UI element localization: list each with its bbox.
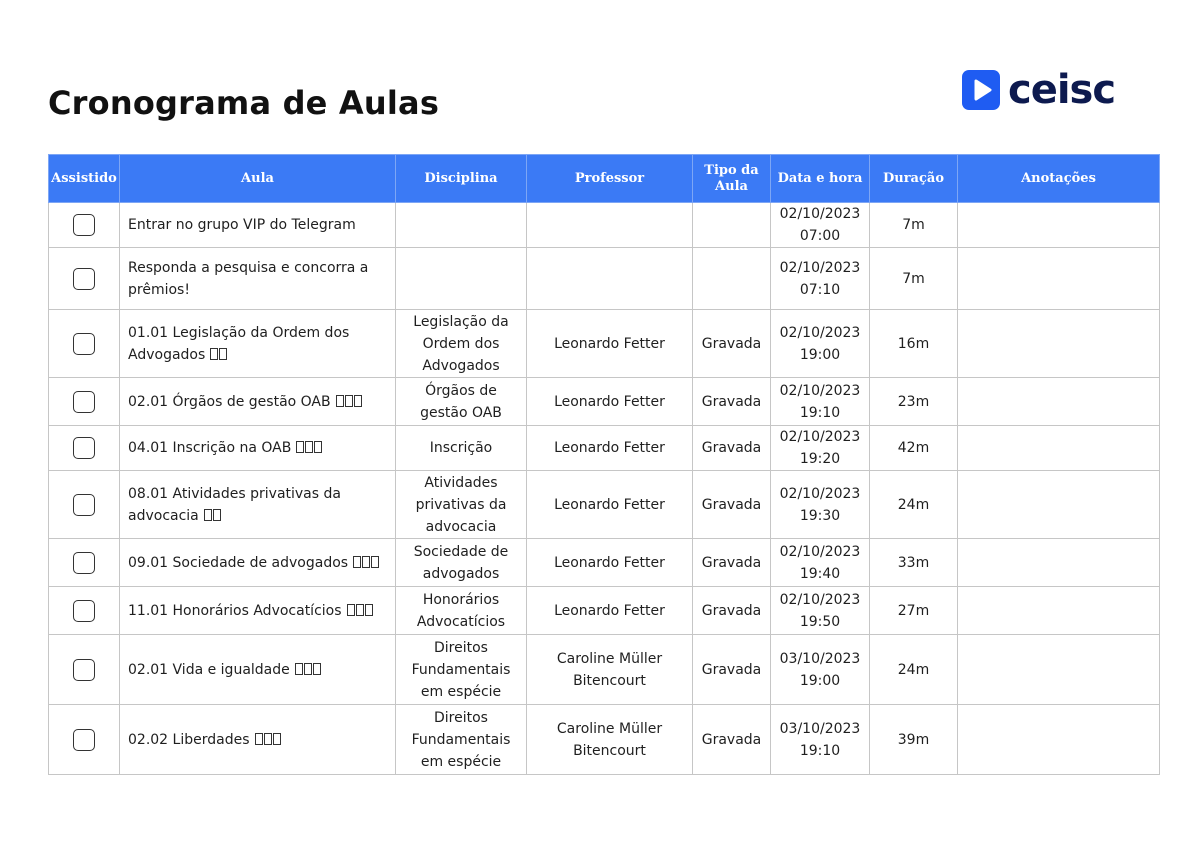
notes-cell[interactable] bbox=[958, 378, 1160, 426]
professor-cell: Leonardo Fetter bbox=[527, 539, 693, 587]
table-row bbox=[49, 635, 1160, 705]
time-text: 19:10 bbox=[799, 742, 841, 759]
time-text: 19:50 bbox=[799, 613, 841, 630]
missing-glyph-icon bbox=[362, 556, 370, 568]
missing-glyph-icon bbox=[313, 663, 321, 675]
glyph-group bbox=[346, 603, 373, 619]
glyph-group bbox=[335, 394, 362, 410]
time-text: 19:10 bbox=[799, 404, 841, 421]
time-text: 07:10 bbox=[799, 281, 841, 298]
lesson-title: 11.01 Honorários Advocatícios bbox=[128, 602, 342, 619]
missing-glyph-icon bbox=[336, 395, 344, 407]
notes-cell[interactable] bbox=[958, 426, 1160, 471]
lesson-title: 01.01 Legislação da Ordem dos Advogados bbox=[128, 324, 350, 363]
lesson-cell bbox=[120, 471, 396, 539]
lesson-type-cell: Gravada bbox=[693, 635, 771, 705]
column-header: Disciplina bbox=[396, 155, 527, 203]
column-header: Duração bbox=[870, 155, 958, 203]
table-row bbox=[49, 378, 1160, 426]
professor-cell: Leonardo Fetter bbox=[527, 310, 693, 378]
notes-cell[interactable] bbox=[958, 587, 1160, 635]
discipline-cell: Órgãos de gestão OAB bbox=[396, 378, 527, 426]
table-row bbox=[49, 203, 1160, 248]
datetime-cell bbox=[771, 310, 870, 378]
lesson-type-cell bbox=[693, 203, 771, 248]
watched-checkbox[interactable] bbox=[73, 391, 95, 413]
duration-cell: 39m bbox=[870, 705, 958, 775]
lesson-title: 02.02 Liberdades bbox=[128, 731, 250, 748]
lesson-cell bbox=[120, 426, 396, 471]
watched-checkbox[interactable] bbox=[73, 333, 95, 355]
watched-cell bbox=[49, 587, 120, 635]
duration-cell: 24m bbox=[870, 635, 958, 705]
watched-checkbox[interactable] bbox=[73, 268, 95, 290]
missing-glyph-icon bbox=[304, 663, 312, 675]
lesson-type-cell: Gravada bbox=[693, 426, 771, 471]
notes-cell[interactable] bbox=[958, 635, 1160, 705]
missing-glyph-icon bbox=[371, 556, 379, 568]
column-header: Tipo da Aula bbox=[693, 155, 771, 203]
column-header: Assistido bbox=[49, 155, 120, 203]
lesson-cell bbox=[120, 539, 396, 587]
datetime-cell bbox=[771, 426, 870, 471]
notes-cell[interactable] bbox=[958, 203, 1160, 248]
column-header: Anotações bbox=[958, 155, 1160, 203]
date-text: 03/10/2023 bbox=[779, 720, 861, 737]
table-row bbox=[49, 248, 1160, 310]
missing-glyph-icon bbox=[204, 509, 212, 521]
watched-cell bbox=[49, 248, 120, 310]
professor-cell: Caroline Müller Bitencourt bbox=[527, 635, 693, 705]
missing-glyph-icon bbox=[365, 604, 373, 616]
watched-checkbox[interactable] bbox=[73, 214, 95, 236]
date-text: 02/10/2023 bbox=[779, 206, 861, 222]
professor-cell: Leonardo Fetter bbox=[527, 587, 693, 635]
lesson-type-cell: Gravada bbox=[693, 587, 771, 635]
discipline-cell: Legislação da Ordem dos Advogados bbox=[396, 310, 527, 378]
datetime-cell bbox=[771, 248, 870, 310]
watched-cell bbox=[49, 705, 120, 775]
duration-cell: 33m bbox=[870, 539, 958, 587]
lesson-title: 04.01 Inscrição na OAB bbox=[128, 440, 292, 456]
discipline-cell bbox=[396, 248, 527, 310]
lesson-title: Entrar no grupo VIP do Telegram bbox=[128, 217, 356, 233]
lesson-type-cell: Gravada bbox=[693, 310, 771, 378]
table-row bbox=[49, 426, 1160, 471]
column-header: Aula bbox=[120, 155, 396, 203]
glyph-group bbox=[352, 555, 379, 571]
missing-glyph-icon bbox=[295, 663, 303, 675]
lesson-title: Responda a pesquisa e concorra a prêmios! bbox=[128, 259, 369, 298]
missing-glyph-icon bbox=[255, 733, 263, 745]
lesson-cell bbox=[120, 705, 396, 775]
lesson-cell bbox=[120, 587, 396, 635]
lesson-title: 02.01 Órgãos de gestão OAB bbox=[128, 393, 331, 410]
professor-cell bbox=[527, 203, 693, 248]
missing-glyph-icon bbox=[210, 348, 218, 360]
time-text: 19:20 bbox=[799, 451, 841, 467]
datetime-cell bbox=[771, 635, 870, 705]
datetime-cell bbox=[771, 378, 870, 426]
notes-cell[interactable] bbox=[958, 539, 1160, 587]
table-row bbox=[49, 310, 1160, 378]
lesson-title: 02.01 Vida e igualdade bbox=[128, 661, 290, 678]
discipline-cell: Honorários Advocatícios bbox=[396, 587, 527, 635]
brand-logo bbox=[962, 67, 1116, 113]
date-text: 02/10/2023 bbox=[779, 382, 861, 399]
missing-glyph-icon bbox=[347, 604, 355, 616]
missing-glyph-icon bbox=[314, 441, 322, 453]
date-text: 02/10/2023 bbox=[779, 259, 861, 276]
page-title: Cronograma de Aulas bbox=[48, 84, 440, 122]
notes-cell[interactable] bbox=[958, 705, 1160, 775]
schedule-table bbox=[48, 154, 1160, 775]
missing-glyph-icon bbox=[353, 556, 361, 568]
professor-cell: Caroline Müller Bitencourt bbox=[527, 705, 693, 775]
missing-glyph-icon bbox=[264, 733, 272, 745]
discipline-cell: Atividades privativas da advocacia bbox=[396, 471, 527, 539]
table-row bbox=[49, 539, 1160, 587]
lesson-cell bbox=[120, 378, 396, 426]
glyph-group bbox=[294, 662, 321, 678]
watched-checkbox[interactable] bbox=[73, 437, 95, 459]
table-header-row bbox=[49, 155, 1160, 203]
date-text: 03/10/2023 bbox=[779, 650, 861, 667]
time-text: 19:00 bbox=[799, 346, 841, 363]
watched-cell bbox=[49, 426, 120, 471]
lesson-type-cell: Gravada bbox=[693, 378, 771, 426]
date-text: 02/10/2023 bbox=[779, 429, 861, 445]
watched-cell bbox=[49, 539, 120, 587]
notes-cell[interactable] bbox=[958, 248, 1160, 310]
datetime-cell bbox=[771, 203, 870, 248]
glyph-group bbox=[295, 440, 322, 456]
lesson-title: 08.01 Atividades privativas da advocacia bbox=[128, 485, 341, 524]
time-text: 19:30 bbox=[799, 507, 841, 524]
professor-cell: Leonardo Fetter bbox=[527, 471, 693, 539]
time-text: 19:00 bbox=[799, 672, 841, 689]
watched-checkbox[interactable] bbox=[73, 600, 95, 622]
datetime-cell bbox=[771, 705, 870, 775]
missing-glyph-icon bbox=[305, 441, 313, 453]
duration-cell: 27m bbox=[870, 587, 958, 635]
column-header: Data e hora bbox=[771, 155, 870, 203]
missing-glyph-icon bbox=[219, 348, 227, 360]
watched-checkbox[interactable] bbox=[73, 729, 95, 751]
discipline-cell: Inscrição bbox=[396, 426, 527, 471]
watched-cell bbox=[49, 203, 120, 248]
discipline-cell: Direitos Fundamentais em espécie bbox=[396, 635, 527, 705]
datetime-cell bbox=[771, 539, 870, 587]
glyph-group bbox=[209, 347, 227, 363]
time-text: 07:00 bbox=[799, 228, 841, 244]
missing-glyph-icon bbox=[354, 395, 362, 407]
lesson-cell bbox=[120, 203, 396, 248]
duration-cell: 7m bbox=[870, 248, 958, 310]
date-text: 02/10/2023 bbox=[779, 543, 861, 560]
missing-glyph-icon bbox=[273, 733, 281, 745]
datetime-cell bbox=[771, 471, 870, 539]
duration-cell: 7m bbox=[870, 203, 958, 248]
date-text: 02/10/2023 bbox=[779, 591, 861, 608]
discipline-cell: Direitos Fundamentais em espécie bbox=[396, 705, 527, 775]
duration-cell: 23m bbox=[870, 378, 958, 426]
date-text: 02/10/2023 bbox=[779, 485, 861, 502]
missing-glyph-icon bbox=[213, 509, 221, 521]
watched-cell bbox=[49, 635, 120, 705]
notes-cell[interactable] bbox=[958, 310, 1160, 378]
watched-cell bbox=[49, 378, 120, 426]
professor-cell: Leonardo Fetter bbox=[527, 378, 693, 426]
duration-cell: 42m bbox=[870, 426, 958, 471]
notes-cell[interactable] bbox=[958, 471, 1160, 539]
lesson-type-cell bbox=[693, 248, 771, 310]
watched-cell bbox=[49, 310, 120, 378]
lesson-type-cell: Gravada bbox=[693, 705, 771, 775]
glyph-group bbox=[203, 508, 221, 524]
watched-checkbox[interactable] bbox=[73, 494, 95, 516]
lesson-cell bbox=[120, 310, 396, 378]
table-row bbox=[49, 471, 1160, 539]
watched-checkbox[interactable] bbox=[73, 552, 95, 574]
professor-cell: Leonardo Fetter bbox=[527, 426, 693, 471]
datetime-cell bbox=[771, 587, 870, 635]
discipline-cell: Sociedade de advogados bbox=[396, 539, 527, 587]
watched-checkbox[interactable] bbox=[73, 659, 95, 681]
lesson-type-cell: Gravada bbox=[693, 539, 771, 587]
missing-glyph-icon bbox=[296, 441, 304, 453]
duration-cell: 24m bbox=[870, 471, 958, 539]
professor-cell bbox=[527, 248, 693, 310]
lesson-title: 09.01 Sociedade de advogados bbox=[128, 554, 349, 571]
lesson-type-cell: Gravada bbox=[693, 471, 771, 539]
glyph-group bbox=[254, 732, 281, 748]
date-text: 02/10/2023 bbox=[779, 324, 861, 341]
watched-cell bbox=[49, 471, 120, 539]
table-row bbox=[49, 705, 1160, 775]
logo-text: ceisc bbox=[1008, 67, 1116, 113]
missing-glyph-icon bbox=[345, 395, 353, 407]
time-text: 19:40 bbox=[799, 565, 841, 582]
missing-glyph-icon bbox=[356, 604, 364, 616]
discipline-cell bbox=[396, 203, 527, 248]
table-row bbox=[49, 587, 1160, 635]
duration-cell: 16m bbox=[870, 310, 958, 378]
lesson-cell bbox=[120, 248, 396, 310]
lesson-cell bbox=[120, 635, 396, 705]
column-header: Professor bbox=[527, 155, 693, 203]
play-icon bbox=[962, 70, 1000, 110]
